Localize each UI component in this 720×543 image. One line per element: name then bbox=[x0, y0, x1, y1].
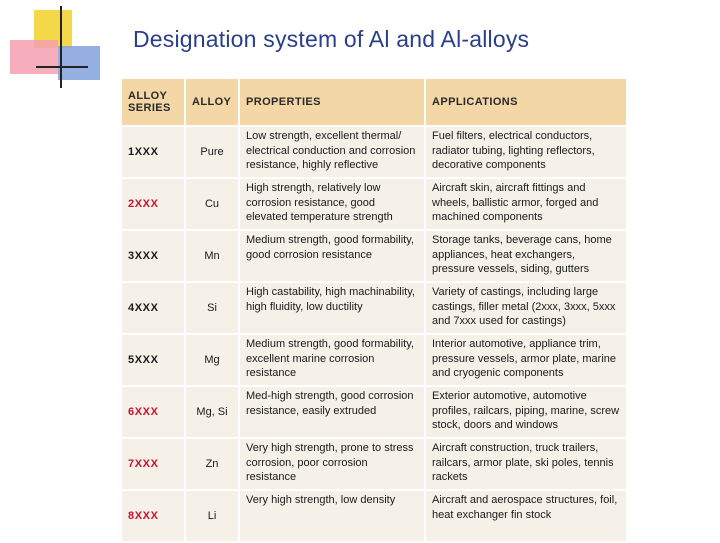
decorative-horizontal-line bbox=[36, 66, 88, 68]
series-cell: 6XXX bbox=[122, 387, 184, 437]
series-cell: 1XXX bbox=[122, 127, 184, 177]
table-header-row bbox=[122, 79, 626, 125]
applications-cell: Aircraft skin, aircraft fittings and wheels, ballistic armor, forged and machined components bbox=[426, 179, 626, 229]
properties-cell: Medium strength, good formability, good corrosion resistance bbox=[240, 231, 424, 281]
header-alloy: ALLOY bbox=[186, 79, 238, 125]
header-series-line2: SERIES bbox=[128, 102, 171, 114]
alloy-cell: Pure bbox=[186, 127, 238, 177]
decorative-pink-square bbox=[10, 40, 58, 74]
table-row bbox=[122, 491, 626, 541]
properties-cell: Low strength, excellent thermal/ electrical conduction and corrosion resistance, highly reflective bbox=[240, 127, 424, 177]
alloy-cell: Si bbox=[186, 283, 238, 333]
decorative-vertical-line bbox=[60, 6, 62, 88]
series-cell: 5XXX bbox=[122, 335, 184, 385]
alloy-cell: Mg, Si bbox=[186, 387, 238, 437]
alloy-cell: Cu bbox=[186, 179, 238, 229]
header-series-line1: ALLOY bbox=[128, 90, 168, 102]
alloy-cell: Zn bbox=[186, 439, 238, 489]
header-applications: APPLICATIONS bbox=[426, 79, 626, 125]
decorative-blue-square bbox=[58, 46, 100, 80]
properties-cell: Very high strength, prone to stress corrosion, poor corrosion resistance bbox=[240, 439, 424, 489]
properties-cell: Med-high strength, good corrosion resistance, easily extruded bbox=[240, 387, 424, 437]
applications-cell: Aircraft and aerospace structures, foil, heat exchanger fin stock bbox=[426, 491, 626, 541]
table-row bbox=[122, 387, 626, 437]
alloy-designation-table bbox=[120, 77, 626, 522]
series-cell: 7XXX bbox=[122, 439, 184, 489]
header-alloy-series bbox=[122, 79, 184, 125]
table-row bbox=[122, 231, 626, 281]
properties-cell: High strength, relatively low corrosion resistance, good elevated temperature strength bbox=[240, 179, 424, 229]
alloy-table bbox=[120, 77, 628, 543]
series-cell: 3XXX bbox=[122, 231, 184, 281]
alloy-cell: Mg bbox=[186, 335, 238, 385]
series-cell: 4XXX bbox=[122, 283, 184, 333]
table-row bbox=[122, 127, 626, 177]
series-cell: 2XXX bbox=[122, 179, 184, 229]
properties-cell: High castability, high machinability, high fluidity, low ductility bbox=[240, 283, 424, 333]
table-row bbox=[122, 283, 626, 333]
applications-cell: Fuel filters, electrical conductors, radiator tubing, lighting reflectors, decorative components bbox=[426, 127, 626, 177]
applications-cell: Variety of castings, including large castings, filler metal (2xxx, 3xxx, 5xxx and 7xxx used for castings) bbox=[426, 283, 626, 333]
table-row bbox=[122, 335, 626, 385]
header-properties: PROPERTIES bbox=[240, 79, 424, 125]
slide-title: Designation system of Al and Al-alloys bbox=[133, 26, 530, 52]
applications-cell: Aircraft construction, truck trailers, railcars, armor plate, ski poles, tennis rackets bbox=[426, 439, 626, 489]
table-row bbox=[122, 439, 626, 489]
series-cell: 8XXX bbox=[122, 491, 184, 541]
properties-cell: Very high strength, low density bbox=[240, 491, 424, 541]
properties-cell: Medium strength, good formability, excellent marine corrosion resistance bbox=[240, 335, 424, 385]
table-row bbox=[122, 179, 626, 229]
applications-cell: Interior automotive, appliance trim, pressure vessels, armor plate, marine and cryogenic components bbox=[426, 335, 626, 385]
applications-cell: Storage tanks, beverage cans, home appliances, heat exchangers, pressure vessels, siding, gutters bbox=[426, 231, 626, 281]
applications-cell: Exterior automotive, automotive profiles, railcars, piping, marine, screw stock, doors and windows bbox=[426, 387, 626, 437]
alloy-cell: Li bbox=[186, 491, 238, 541]
alloy-cell: Mn bbox=[186, 231, 238, 281]
